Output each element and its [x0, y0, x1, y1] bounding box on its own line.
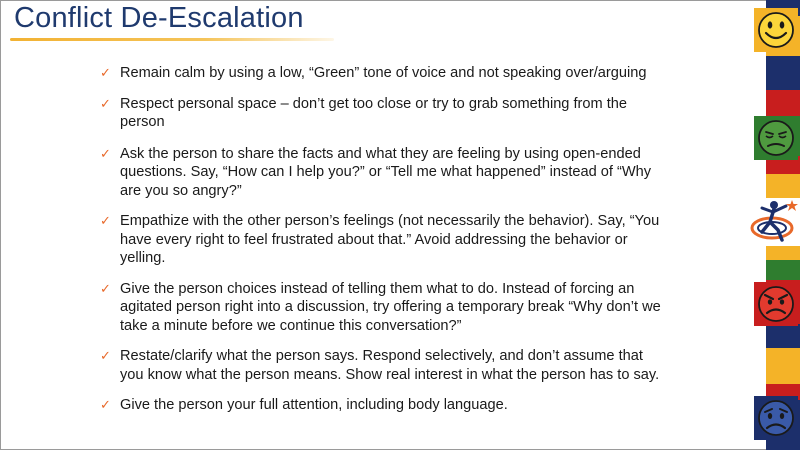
- list-item: [100, 95, 670, 132]
- happy-face-icon: [754, 8, 798, 52]
- check-icon: ✓: [100, 95, 111, 111]
- stripe-segment: [766, 90, 800, 116]
- list-item: [100, 347, 670, 384]
- check-icon: ✓: [100, 65, 111, 80]
- list-item: [100, 64, 670, 83]
- bullet-text: Respect personal space – don’t get too close or try to grab something from the person: [120, 95, 628, 130]
- bullet-list: [100, 64, 670, 415]
- bullet-text: Restate/clarify what the person says. Respond selectively, and don’t assume that you know what the person means. Show real interest in what the person has to say.: [120, 348, 660, 383]
- check-icon: ✓: [100, 145, 111, 161]
- stripe-segment: [766, 56, 800, 90]
- stripe-segment: [766, 246, 800, 260]
- check-icon: ✓: [100, 348, 111, 363]
- bullet-text: Empathize with the other person’s feelings (not necessarily the behavior). Say, “You have every right to feel frustrated about that.” Avoid addressing the behavior or yelling.: [120, 213, 660, 266]
- bullet-text: Ask the person to share the facts and what they are feeling by using open-ended questions. Say, “How can I help you?” or “Tell me what happened” instead of “Why are you so angry?”: [120, 145, 652, 199]
- title-underline: [10, 38, 334, 41]
- angry-face-icon: [754, 282, 798, 326]
- slide-title: Conflict De-Escalation: [14, 2, 304, 34]
- stripe-segment: [766, 174, 800, 198]
- runner-logo-icon: [748, 196, 800, 248]
- bullet-text: Remain calm by using a low, “Green” tone of voice and not speaking over/arguing: [120, 65, 647, 81]
- check-icon: ✓: [100, 213, 111, 228]
- sad-face-icon: [754, 396, 798, 440]
- list-item: [100, 212, 670, 268]
- stripe-segment: [766, 348, 800, 384]
- neutral-face-icon: [754, 116, 798, 160]
- list-item: [100, 145, 670, 201]
- list-item: [100, 280, 670, 336]
- stripe-segment: [766, 260, 800, 280]
- check-icon: ✓: [100, 397, 111, 412]
- bullet-text: Give the person your full attention, including body language.: [120, 397, 508, 413]
- list-item: [100, 396, 670, 415]
- check-icon: ✓: [100, 280, 111, 296]
- stripe-segment: [766, 324, 800, 348]
- bullet-text: Give the person choices instead of telling them what to do. Instead of forcing an agitated person right into a discussion, try offering a temporary break “Why don’t we take a minute before we continue this conversation?”: [120, 280, 661, 334]
